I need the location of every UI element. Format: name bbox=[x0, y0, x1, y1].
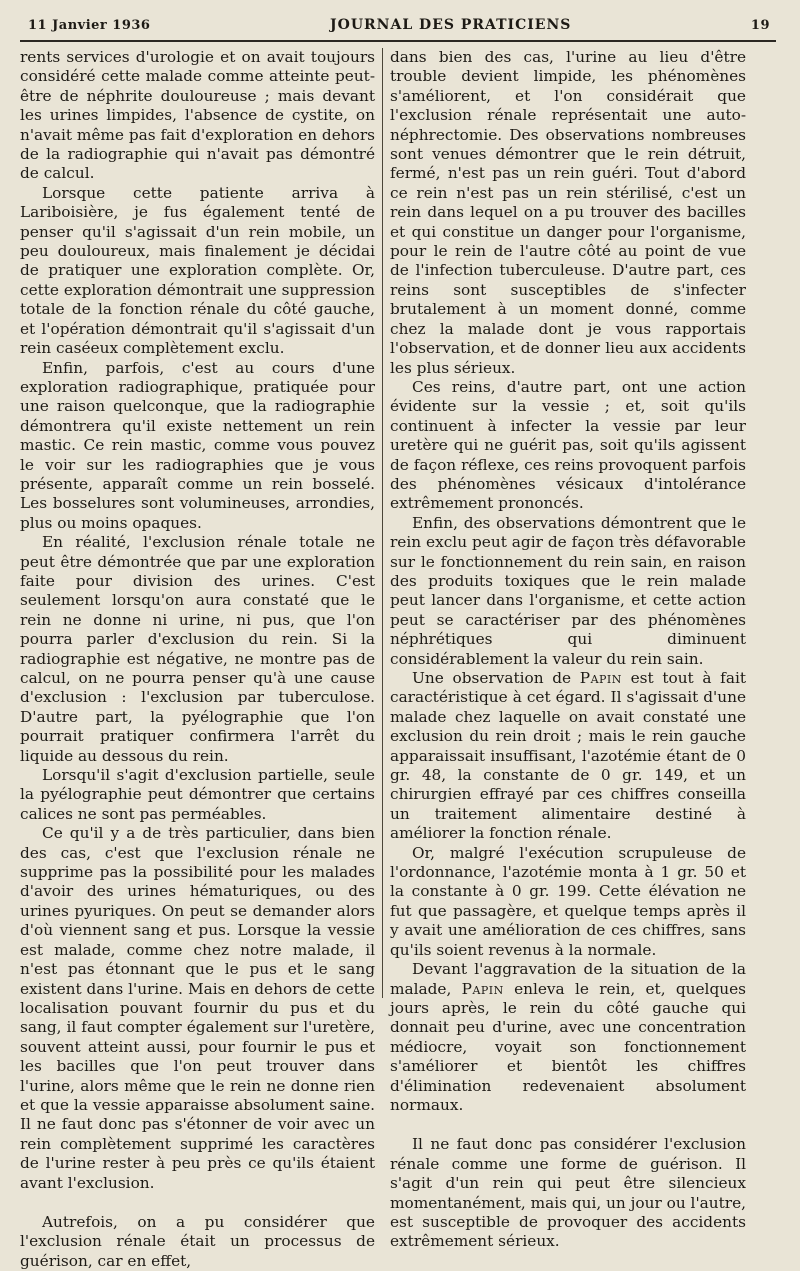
journal-title: JOURNAL DES PRATICIENS bbox=[330, 17, 572, 33]
page-header bbox=[28, 17, 770, 39]
issue-date: 11 Janvier 1936 bbox=[28, 18, 151, 33]
paragraph: Enfin, parfois, c'est au cours d'une exploration radiographique, pratiquée pour une raison quelconque, que la radiographie démontrera qu'il existe nettement un rein mastic. Ce rein mastic, comme vous pouvez le voir sur les radiographies que je vous présente, apparaît comme un rein bosselé. Les bosselures sont volumineuses, arrondies, plus ou moins opaques. bbox=[20, 358, 375, 532]
left-column bbox=[20, 48, 375, 1270]
paragraph: En réalité, l'exclusion rénale totale ne peut être démontrée que par une exploration faite pour division des urines. C'est seulement lorsqu'on aura constaté que le rein ne donne ni urine, ni pus, que l'on pourra parler d'exclusion du rein. Si la radiographie est négative, ne montre pas de calcul, on ne pourra penser qu'à une cause d'exclusion : l'exclusion par tuberculose. D'autre part, la pyélographie que l'on pourrait pratiquer confirmera l'arrêt du liquide au dessous du rein. bbox=[20, 533, 375, 765]
paragraph: Ce qu'il y a de très particulier, dans bien des cas, c'est que l'exclusion rénale ne supprime pas la possibilité pour les malades d'avoir des urines hématuriques, ou des urines pyuriques. On peut se demander alors d'où viennent sang et pus. Lorsque la vessie est malade, comme chez notre malade, il n'est pas étonnant que le pus et le sang existent dans l'urine. Mais en dehors de cette localisation pouvant fournir du pus et du sang, il faut compter également sur l'uretère, souvent atteint aussi, pour fournir le pus et les bacilles que l'on peut trouver dans l'urine, alors même que le rein ne donne rien et que la vessie apparaisse absolument saine. Il ne faut donc pas s'étonner de voir avec un rein complètement supprimé les caractères de l'urine rester à peu près ce qu'ils étaient avant l'exclusion. bbox=[20, 824, 375, 1192]
right-column bbox=[390, 48, 747, 1251]
text-run: Devant l'aggravation de la situation de la malade, bbox=[390, 960, 746, 998]
author-name: Papin bbox=[579, 669, 622, 687]
paragraph: Autrefois, on a pu considérer que l'exclusion rénale était un processus de guérison, car en effet, bbox=[20, 1212, 375, 1270]
paragraph bbox=[390, 669, 746, 844]
column-divider bbox=[382, 48, 383, 998]
paragraph: Ces reins, d'autre part, ont une action évidente sur la vessie ; et, soit qu'ils continuent à infecter la vessie par leur uretère qui ne guérit pas, soit qu'ils agissent de façon réflexe, ces reins provoquent parfois des phénomènes vésicaux d'intolérance extrêmement prononcés. bbox=[390, 377, 746, 513]
paragraph: rents services d'urologie et on avait toujours considéré cette malade comme atteinte peut-être de néphrite douloureuse ; mais devant les urines limpides, l'absence de cystite, on n'avait même pas fait d'exploration en dehors de la radiographie qui n'avait pas démontré de calcul. bbox=[20, 48, 375, 183]
paragraph: Il ne faut donc pas considérer l'exclusion rénale comme une forme de guérison. Il s'agit d'un rein qui peut être silencieux momentanément, mais qui, un jour ou l'autre, est susceptible de provoquer des accidents extrêmement sérieux. bbox=[390, 1135, 746, 1251]
paragraph: Lorsqu'il s'agit d'exclusion partielle, seule la pyélographie peut démontrer que certains calices ne sont pas perméables. bbox=[20, 766, 375, 823]
text-run: est tout à fait caractéristique à cet égard. Il s'agissait d'une malade chez laquelle on avait constaté une exclusion du rein droit ; mais le rein gauche apparaissait insuffisant, l'azotémie étant de 0 gr. 48, la constante de 0 gr. 149, et un chirurgien effrayé par ces chiffres conseilla un traitement alimentaire destiné à améliorer la fonction rénale. bbox=[390, 669, 747, 843]
page-number: 19 bbox=[750, 18, 770, 33]
paragraph: Enfin, des observations démontrent que le rein exclu peut agir de façon très défavorable sur le fonctionnement du rein sain, en raison des produits toxiques que le rein malade peut lancer dans l'organisme, et cette action peut se caractériser par des phénomènes néphrétiques qui diminuent considérablement la valeur du rein sain. bbox=[390, 513, 746, 668]
paragraph: Or, malgré l'exécution scrupuleuse de l'ordonnance, l'azotémie monta à 1 gr. 50 et la constante à 0 gr. 199. Cette élévation ne fut que passagère, et quelque temps après il y avait une amélioration de ces chiffres, sans qu'ils soient revenus à la normale. bbox=[390, 843, 746, 959]
text-run: Une observation de bbox=[412, 669, 580, 687]
header-rule bbox=[20, 40, 776, 42]
paragraph: Lorsque cette patiente arriva à Lariboisière, je fus également tenté de penser qu'il s'agissait d'un rein mobile, un peu douloureux, mais finalement je décidai de pratiquer une exploration complète. Or, cette exploration démontrait une suppression totale de la fonction rénale du côté gauche, et l'opération démontrait qu'il s'agissait d'un rein caséeux complètement exclu. bbox=[20, 183, 375, 358]
text-run: enleva le rein, et, quelques jours après, le rein du côté gauche qui donnait peu d'urine, avec une concentration médiocre, voyait son fonctionnement s'améliorer et bientôt les chiffres d'élimination redevenaient absolument normaux. bbox=[390, 979, 746, 1114]
paragraph bbox=[390, 960, 746, 1115]
author-name: Papin bbox=[461, 979, 504, 998]
paragraph: dans bien des cas, l'urine au lieu d'être trouble devient limpide, les phénomènes s'améliorent, et l'on considérait que l'exclusion rénale représentait une auto-néphrectomie. Des observations nombreuses sont venues démontrer que le rein détruit, fermé, n'est pas un rein guéri. Tout d'abord ce rein n'est pas un rein stérilisé, c'est un rein dans lequel on a pu trouver des bacilles et qui constitue un danger pour l'organisme, pour le rein de l'autre côté au point de vue de l'infection tuberculeuse. D'autre part, ces reins sont susceptibles de s'infecter brutalement à un moment donné, comme chez la malade dont je vous rapportais l'observation, et de donner lieu aux accidents les plus sérieux. bbox=[390, 48, 746, 377]
